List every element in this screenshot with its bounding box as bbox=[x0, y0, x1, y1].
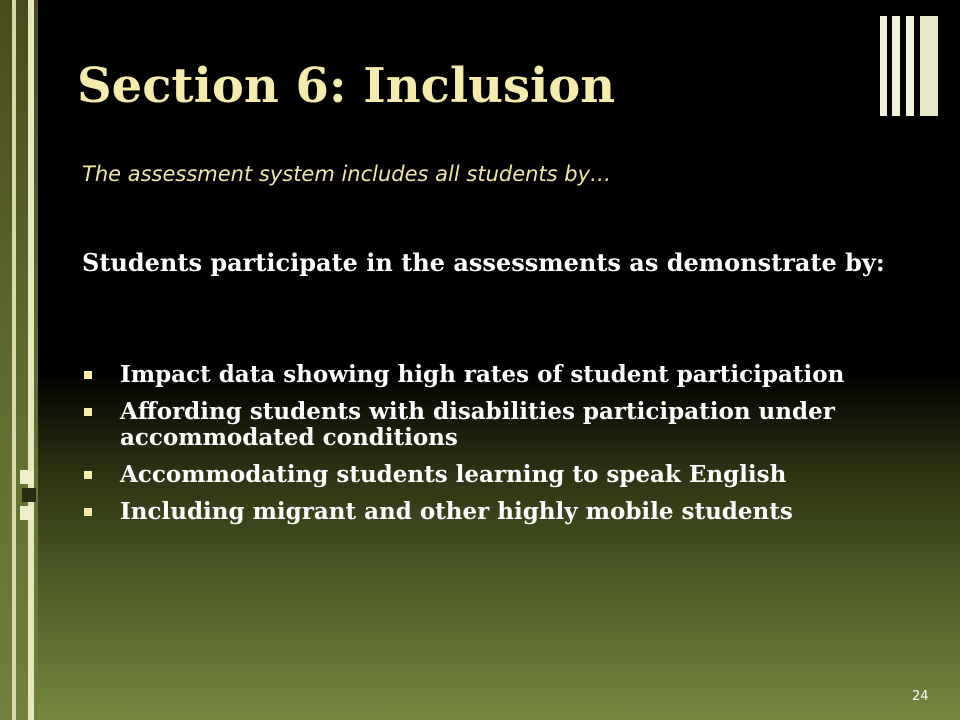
left-decorative-strip bbox=[0, 0, 38, 720]
window-panels-icon bbox=[880, 16, 938, 116]
strip-bar bbox=[12, 0, 16, 720]
decorative-square bbox=[20, 470, 34, 484]
decorative-square bbox=[22, 488, 36, 502]
bullet-text: Accommodating students learning to speak English bbox=[120, 461, 787, 488]
list-item bbox=[82, 399, 922, 451]
square-bullet-icon bbox=[84, 371, 92, 379]
list-item bbox=[82, 499, 922, 525]
slide-subtitle: The assessment system includes all students by… bbox=[82, 162, 612, 186]
slide-title: Section 6: Inclusion bbox=[77, 58, 616, 114]
bullet-text: Impact data showing high rates of student participation bbox=[120, 361, 845, 388]
list-item bbox=[82, 462, 922, 488]
square-bullet-icon bbox=[84, 508, 92, 516]
decorative-square bbox=[20, 506, 34, 520]
intro-text: Students participate in the assessments as demonstrate by: bbox=[82, 248, 885, 277]
square-bullet-icon bbox=[84, 471, 92, 479]
list-item bbox=[82, 362, 922, 388]
strip-bar bbox=[28, 0, 34, 720]
bullet-text: Affording students with disabilities participation under accommodated conditions bbox=[120, 398, 835, 451]
slide-number: 24 bbox=[912, 689, 929, 704]
square-bullet-icon bbox=[84, 408, 92, 416]
bullet-list bbox=[82, 362, 922, 536]
bullet-text: Including migrant and other highly mobile students bbox=[120, 498, 793, 525]
